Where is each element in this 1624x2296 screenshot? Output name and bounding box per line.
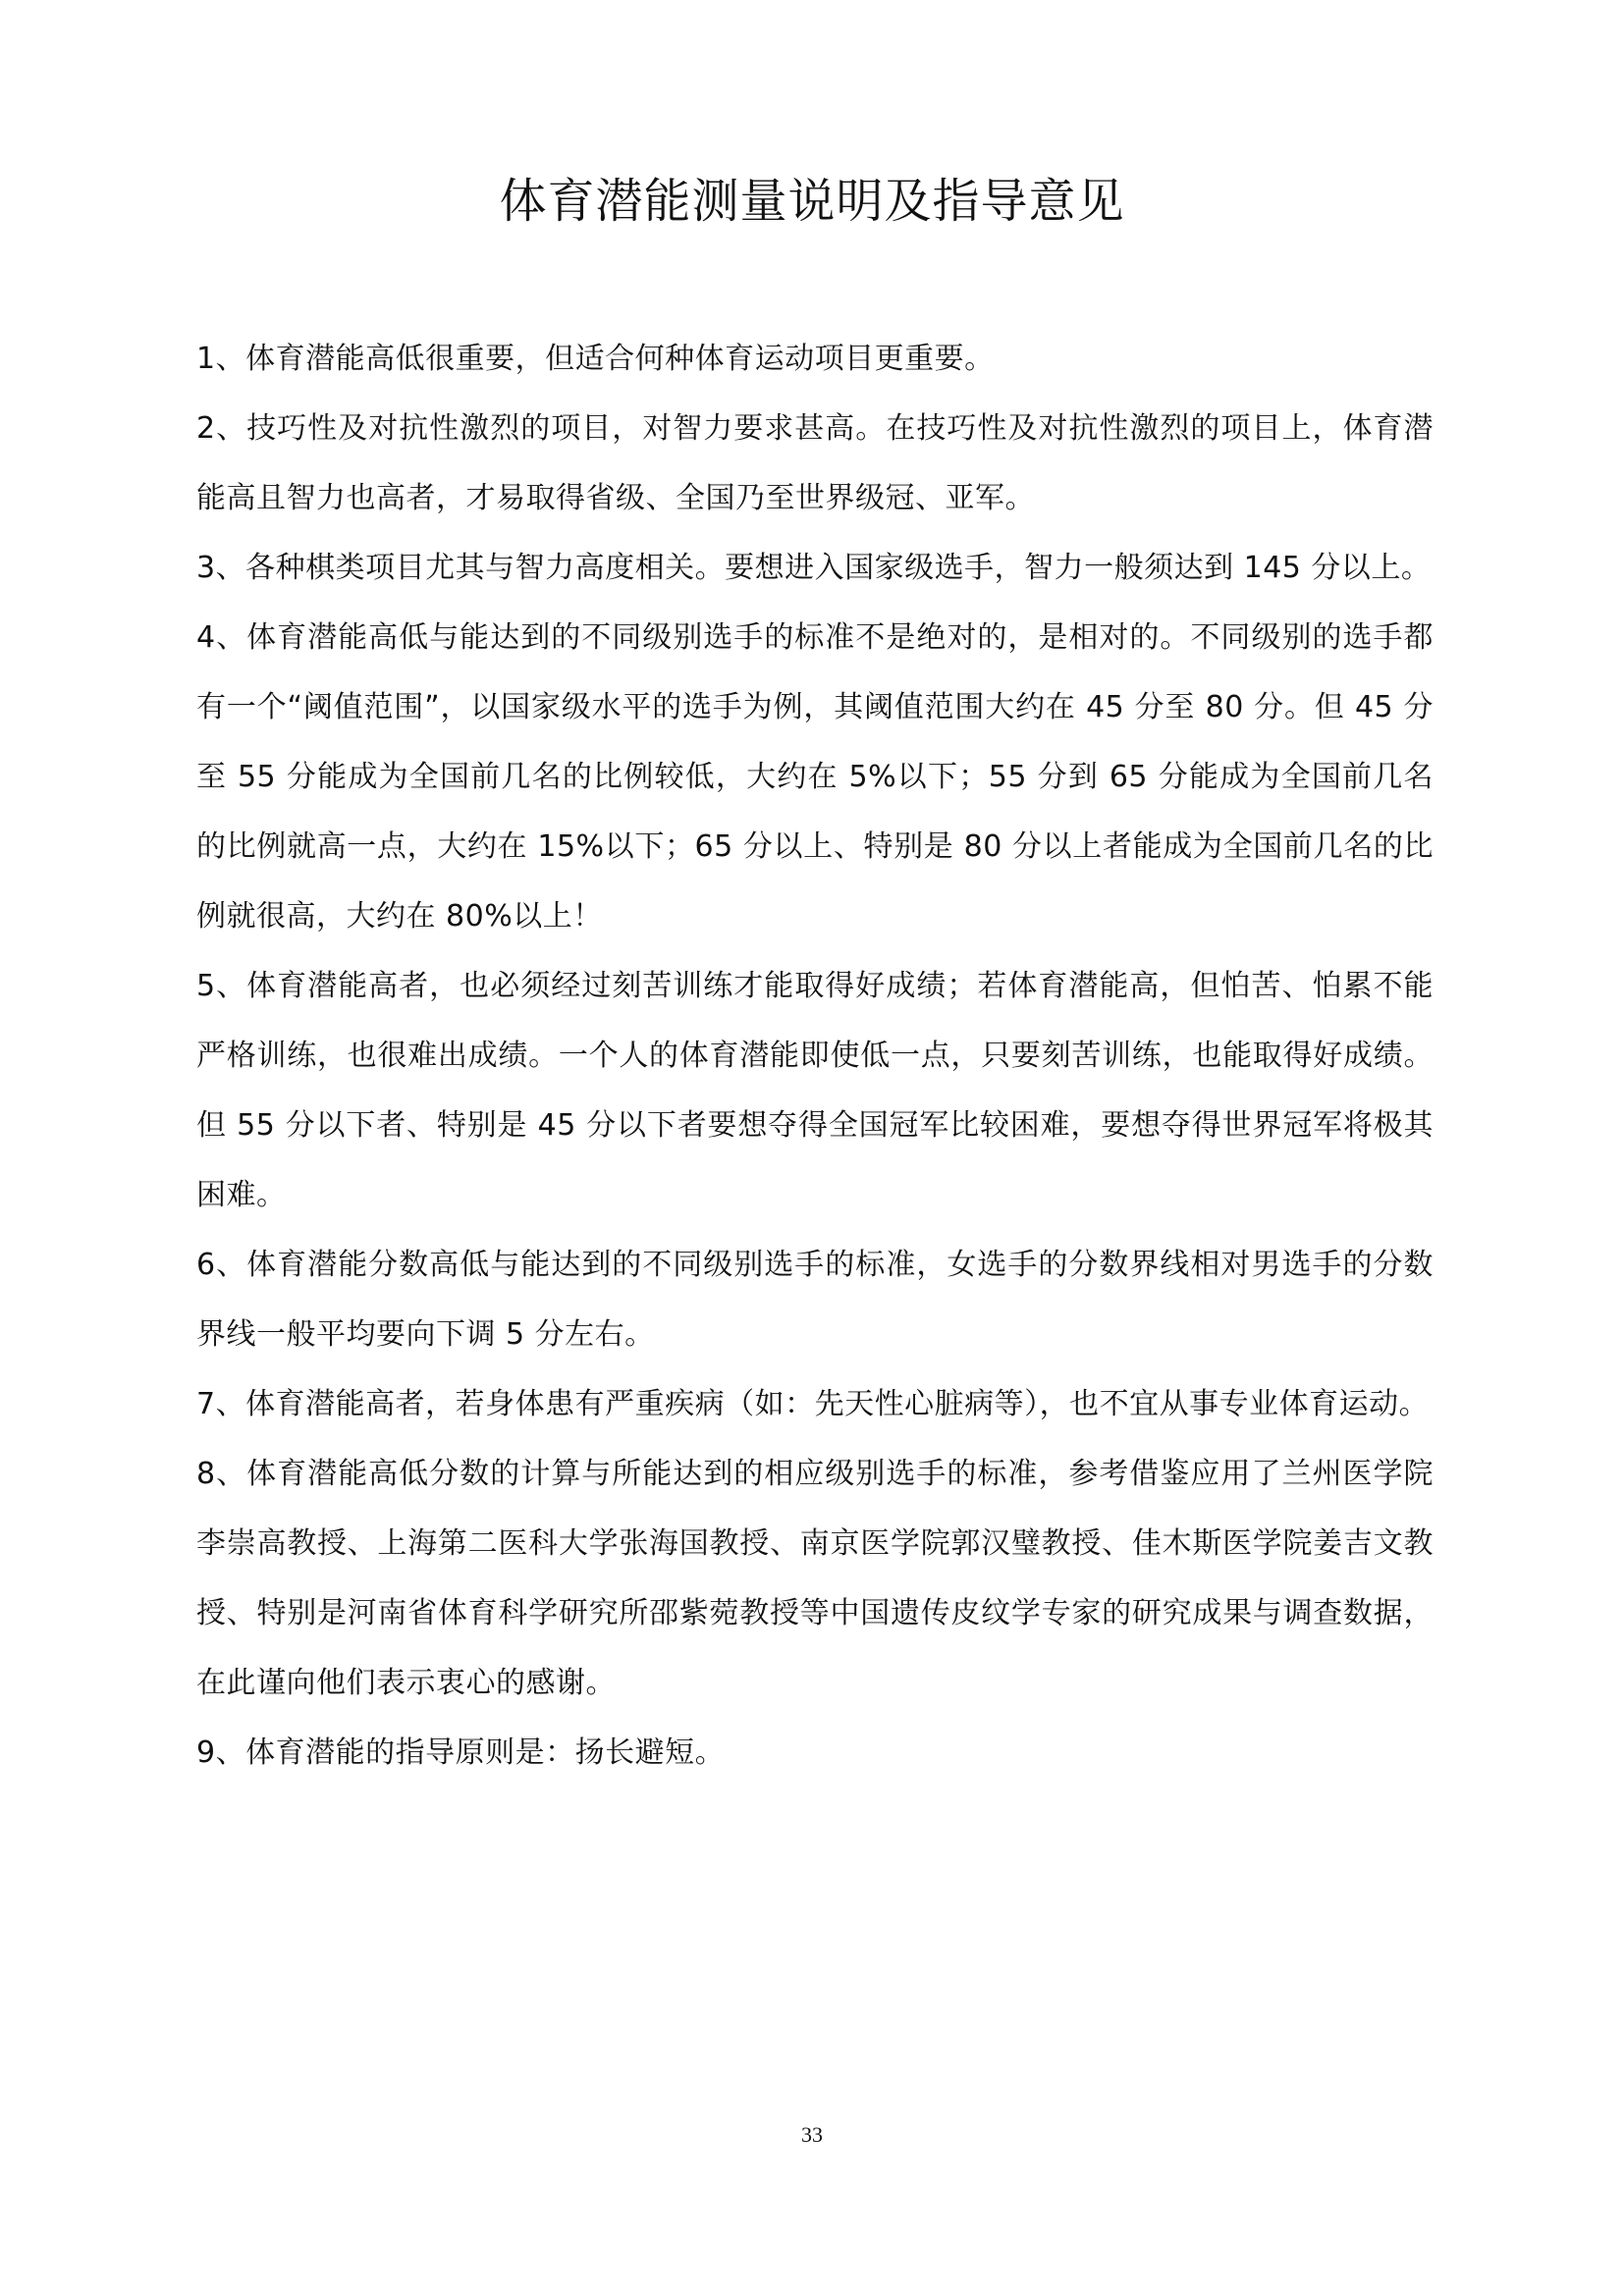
paragraph-9: 9、体育潜能的指导原则是：扬长避短。	[196, 1735, 726, 1770]
paragraph-4: 4、体育潜能高低与能达到的不同级别选手的标准不是绝对的，是相对的。不同级别的选手都有一个“阈值范围”，以国家级水平的选手为例，其阈值范围大约在 45 分至 80 分。但 45 分至 55 分能成为全国前几名的比例较低，大约在 5%以下；55 分到 65 分能成为全国前几名的比例就高一点，大约在 15%以下；65 分以上、特别是 80 分以上者能成为全国前几名的比例就很高，大约在 80%以上！	[196, 620, 1434, 934]
page-title: 体育潜能测量说明及指导意见	[499, 174, 1125, 229]
paragraph-3: 3、各种棋类项目尤其与智力高度相关。要想进入国家级选手，智力一般须达到 145 分以上。	[196, 551, 1432, 585]
paragraph-6: 6、体育潜能分数高低与能达到的不同级别选手的标准，女选手的分数界线相对男选手的分数界线一般平均要向下调 5 分左右。	[196, 1248, 1434, 1352]
paragraph-5: 5、体育潜能高者，也必须经过刻苦训练才能取得好成绩；若体育潜能高，但怕苦、怕累不能严格训练，也很难出成绩。一个人的体育潜能即使低一点，只要刻苦训练，也能取得好成绩。但 55 分以下者、特别是 45 分以下者要想夺得全国冠军比较困难，要想夺得世界冠军将极其困难。	[196, 969, 1434, 1212]
document-body	[196, 324, 1434, 1788]
paragraph-8: 8、体育潜能高低分数的计算与所能达到的相应级别选手的标准，参考借鉴应用了兰州医学院李崇高教授、上海第二医科大学张海国教授、南京医学院郭汉璧教授、佳木斯医学院姜吉文教授、特别是河南省体育科学研究所邵紫菀教授等中国遗传皮纹学专家的研究成果与调查数据，在此谨向他们表示衷心的感谢。	[196, 1457, 1434, 1700]
page-number: 33	[801, 2122, 823, 2147]
paragraph-1: 1、体育潜能高低很重要，但适合何种体育运动项目更重要。	[196, 342, 995, 376]
paragraph-2: 2、技巧性及对抗性激烈的项目，对智力要求甚高。在技巧性及对抗性激烈的项目上，体育潜能高且智力也高者，才易取得省级、全国乃至世界级冠、亚军。	[196, 411, 1434, 515]
paragraph-7: 7、体育潜能高者，若身体患有严重疾病（如：先天性心脏病等），也不宜从事专业体育运动。	[196, 1387, 1430, 1421]
